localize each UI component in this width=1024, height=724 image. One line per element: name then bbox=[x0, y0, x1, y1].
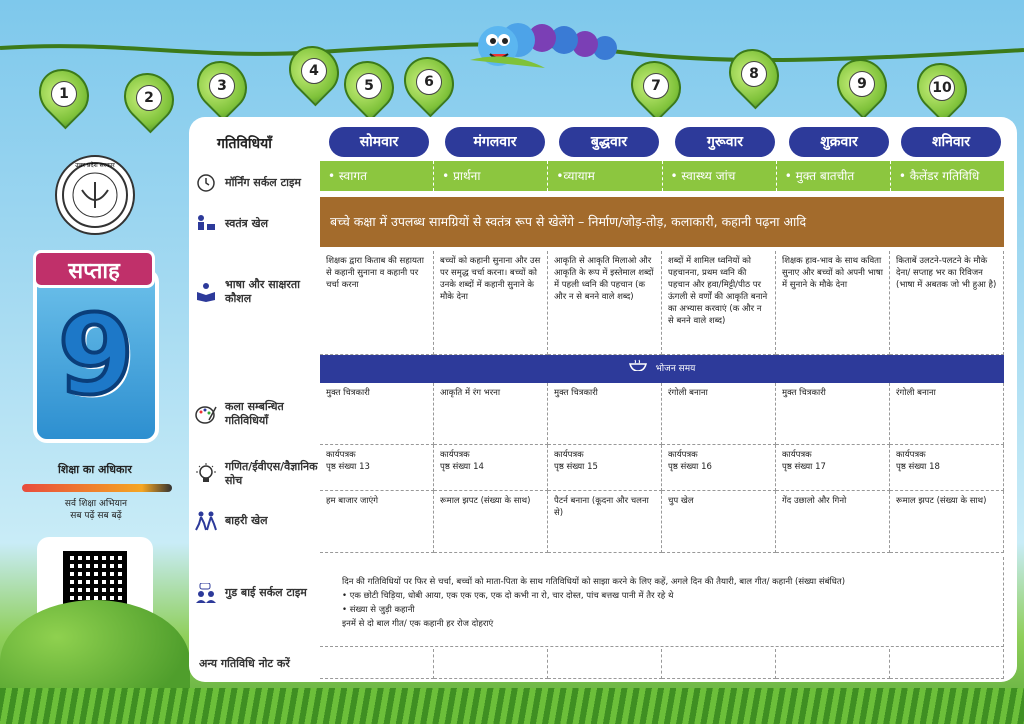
free-play-row: बच्चे कक्षा में उपलब्ध सामग्रियों से स्वतंत्र रूप से खेलेंगे – निर्माण/जोड़-तोड़, कलाकारी, कहानी पढ़ना आदि bbox=[320, 197, 1004, 247]
language-cell: शब्दों में शामिल ध्वनियों को पहचानना, प्रथम ध्वनि की पहचान और हवा/मिट्टी/पीठ पर ऊंगली से वर्णों की आकृति बनाने का अभ्यास करवाएं (क और न से बनने वाले शब्द) bbox=[662, 251, 776, 355]
morning-cell: • कैलेंडर गतिविधि bbox=[898, 169, 980, 183]
goodbye-line-2: इनमें से दो बाल गीत/ एक कहानी हर रोज दोहराएं bbox=[342, 619, 494, 629]
art-cell: आकृति में रंग भरना bbox=[434, 383, 548, 445]
kids-playing-icon bbox=[193, 213, 219, 235]
language-cell: शिक्षक हाव-भाव के साथ कविता सुनाए और बच्चों को अपनी भाषा में सुनाने के मौके देना bbox=[776, 251, 890, 355]
morning-cell: • प्रार्थना bbox=[434, 161, 548, 191]
math-row bbox=[320, 445, 1004, 491]
leaf-5: 5 bbox=[334, 51, 405, 122]
vine-header bbox=[0, 0, 1024, 120]
week-label: सप्ताह bbox=[33, 250, 155, 288]
up-government-logo bbox=[55, 155, 135, 235]
running-kids-icon bbox=[193, 510, 219, 532]
weekly-activity-board bbox=[189, 117, 1017, 682]
leaf-1: 1 bbox=[29, 59, 100, 130]
lightbulb-icon bbox=[193, 463, 219, 485]
activities-header: गतिविधियाँ bbox=[217, 136, 272, 152]
language-cell: आकृति से आकृति मिलाओ और आकृति के रूप में इस्तेमाल शब्दों में पहली ध्वनि की पहचान (क और न से बनने वाले शब्द) bbox=[548, 251, 662, 355]
outdoor-cell: रूमाल झपट (संख्या के साथ) bbox=[434, 491, 548, 553]
row-label-notes: अन्य गतिविधि नोट करें bbox=[199, 657, 290, 670]
row-label-morning: मॉर्निंग सर्कल टाइम bbox=[189, 163, 319, 203]
outdoor-cell: गेंद उछालो और गिनो bbox=[776, 491, 890, 553]
leaf-7: 7 bbox=[621, 51, 692, 122]
goodbye-row bbox=[320, 557, 1004, 647]
language-cell: बच्चों को कहानी सुनाना और उस पर समृद्ध चर्चा करना। बच्चों को उनके शब्दों में कहानी सुनाने के मौके देना bbox=[434, 251, 548, 355]
row-label-goodbye: गुड बाई सर्कल टाइम bbox=[189, 573, 319, 613]
row-label-free-play: स्वतंत्र खेल bbox=[189, 209, 319, 239]
grass bbox=[0, 688, 1024, 724]
day-wednesday: बुद्धवार bbox=[559, 127, 659, 157]
outdoor-cell: चुप खेल bbox=[662, 491, 776, 553]
goodbye-bullet-2: • संख्या से जुड़ी कहानी bbox=[342, 605, 415, 615]
language-cell: किताबें उलटने-पलटने के मौके देना/ सप्ताह भर का रिविजन (भाषा में अबतक जो भी हुआ है) bbox=[890, 251, 1004, 355]
math-cell: कार्यपत्रक पृष्ठ संख्या 17 bbox=[776, 445, 890, 491]
goodbye-bullet-1: • एक छोटी चिड़िया, धोबी आया, एक एक एक, एक दो कभी ना रो, चार दोस्त, पांच बत्तख पानी में तैर रहे थे bbox=[342, 591, 674, 601]
notes-cell[interactable] bbox=[320, 649, 434, 679]
art-cell: मुक्त चित्रकारी bbox=[548, 383, 662, 445]
leaf-6: 6 bbox=[394, 47, 465, 118]
week-card bbox=[33, 250, 163, 440]
day-thursday: गुरूवार bbox=[675, 127, 775, 157]
morning-cell: • स्वागत bbox=[320, 161, 434, 191]
emblem-icon bbox=[60, 160, 130, 230]
art-cell: मुक्त चित्रकारी bbox=[776, 383, 890, 445]
reading-icon bbox=[193, 281, 219, 303]
notes-cell[interactable] bbox=[890, 649, 1004, 679]
pencil-icon bbox=[22, 484, 172, 492]
language-cell: शिक्षक द्वारा किताब की सहायता से कहानी सुनाना व कहानी पर चर्चा करना bbox=[320, 251, 434, 355]
week-number: 9 bbox=[57, 291, 135, 419]
clock-icon bbox=[193, 172, 219, 194]
art-cell: रंगोली बनाना bbox=[662, 383, 776, 445]
notes-cell[interactable] bbox=[434, 649, 548, 679]
math-cell: कार्यपत्रक पृष्ठ संख्या 18 bbox=[890, 445, 1004, 491]
morning-cell: •व्यायाम bbox=[548, 161, 662, 191]
chat-people-icon bbox=[193, 582, 219, 604]
rte-subtitle bbox=[12, 498, 180, 522]
meal-time-label: भोजन समय bbox=[655, 364, 696, 374]
row-label-math: गणित/ईवीएस/वैज्ञानिक सोच bbox=[189, 449, 319, 499]
art-cell: रंगोली बनाना bbox=[890, 383, 1004, 445]
math-cell: कार्यपत्रक पृष्ठ संख्या 14 bbox=[434, 445, 548, 491]
meal-bowl-icon bbox=[629, 355, 647, 383]
notes-cell[interactable] bbox=[548, 649, 662, 679]
leaf-10: 10 bbox=[907, 53, 978, 124]
rte-line-1: सर्व शिक्षा अभियान bbox=[64, 499, 128, 509]
rte-line-2: सब पढ़ें सब बढ़ें bbox=[70, 511, 122, 521]
notes-cell[interactable] bbox=[776, 649, 890, 679]
outdoor-cell: हम बाजार जाएंगे bbox=[320, 491, 434, 553]
goodbye-line-1: दिन की गतिविधियों पर फिर से चर्चा, बच्चों को माता-पिता के साथ गतिविधियों को साझा करने के लिए कहें, अगले दिन की तैयारी, बाल गीत/ कहानी (संख्या संबंधित) bbox=[342, 577, 846, 587]
language-row bbox=[320, 251, 1004, 355]
leaf-9: 9 bbox=[827, 49, 898, 120]
math-cell: कार्यपत्रक पृष्ठ संख्या 13 bbox=[320, 445, 434, 491]
leaf-2: 2 bbox=[114, 63, 185, 134]
day-saturday: शनिवार bbox=[901, 127, 1001, 157]
day-friday: शुक्रवार bbox=[789, 127, 889, 157]
leaf-4: 4 bbox=[279, 36, 350, 107]
math-cell: कार्यपत्रक पृष्ठ संख्या 15 bbox=[548, 445, 662, 491]
caterpillar-illustration bbox=[470, 10, 620, 70]
morning-cell: • स्वास्थ्य जांच bbox=[663, 161, 777, 191]
math-cell: कार्यपत्रक पृष्ठ संख्या 16 bbox=[662, 445, 776, 491]
morning-cell: • मुक्त बातचीत bbox=[777, 161, 891, 191]
outdoor-cell: रूमाल झपट (संख्या के साथ) bbox=[890, 491, 1004, 553]
row-label-language: भाषा और साक्षरता कौशल bbox=[189, 267, 319, 317]
day-monday: सोमवार bbox=[329, 127, 429, 157]
palette-icon bbox=[193, 403, 219, 425]
leaf-3: 3 bbox=[187, 51, 258, 122]
row-label-outdoor: बाहरी खेल bbox=[189, 501, 319, 541]
outdoor-row bbox=[320, 491, 1004, 553]
day-tuesday: मंगलवार bbox=[445, 127, 545, 157]
notes-row bbox=[320, 649, 1004, 679]
row-label-art: कला सम्बन्धित गतिविधियाँ bbox=[189, 389, 319, 439]
art-row bbox=[320, 383, 1004, 445]
meal-time-band bbox=[320, 355, 1004, 383]
logo-text: उत्तर प्रदेश सरकार bbox=[75, 162, 115, 169]
rte-logo bbox=[12, 458, 180, 528]
rte-title: शिक्षा का अधिकार bbox=[58, 463, 132, 476]
outdoor-cell: पैटर्न बनाना (कूदना और चलना से) bbox=[548, 491, 662, 553]
notes-cell[interactable] bbox=[662, 649, 776, 679]
art-cell: मुक्त चित्रकारी bbox=[320, 383, 434, 445]
morning-row bbox=[320, 161, 1004, 191]
leaf-8: 8 bbox=[719, 39, 790, 110]
